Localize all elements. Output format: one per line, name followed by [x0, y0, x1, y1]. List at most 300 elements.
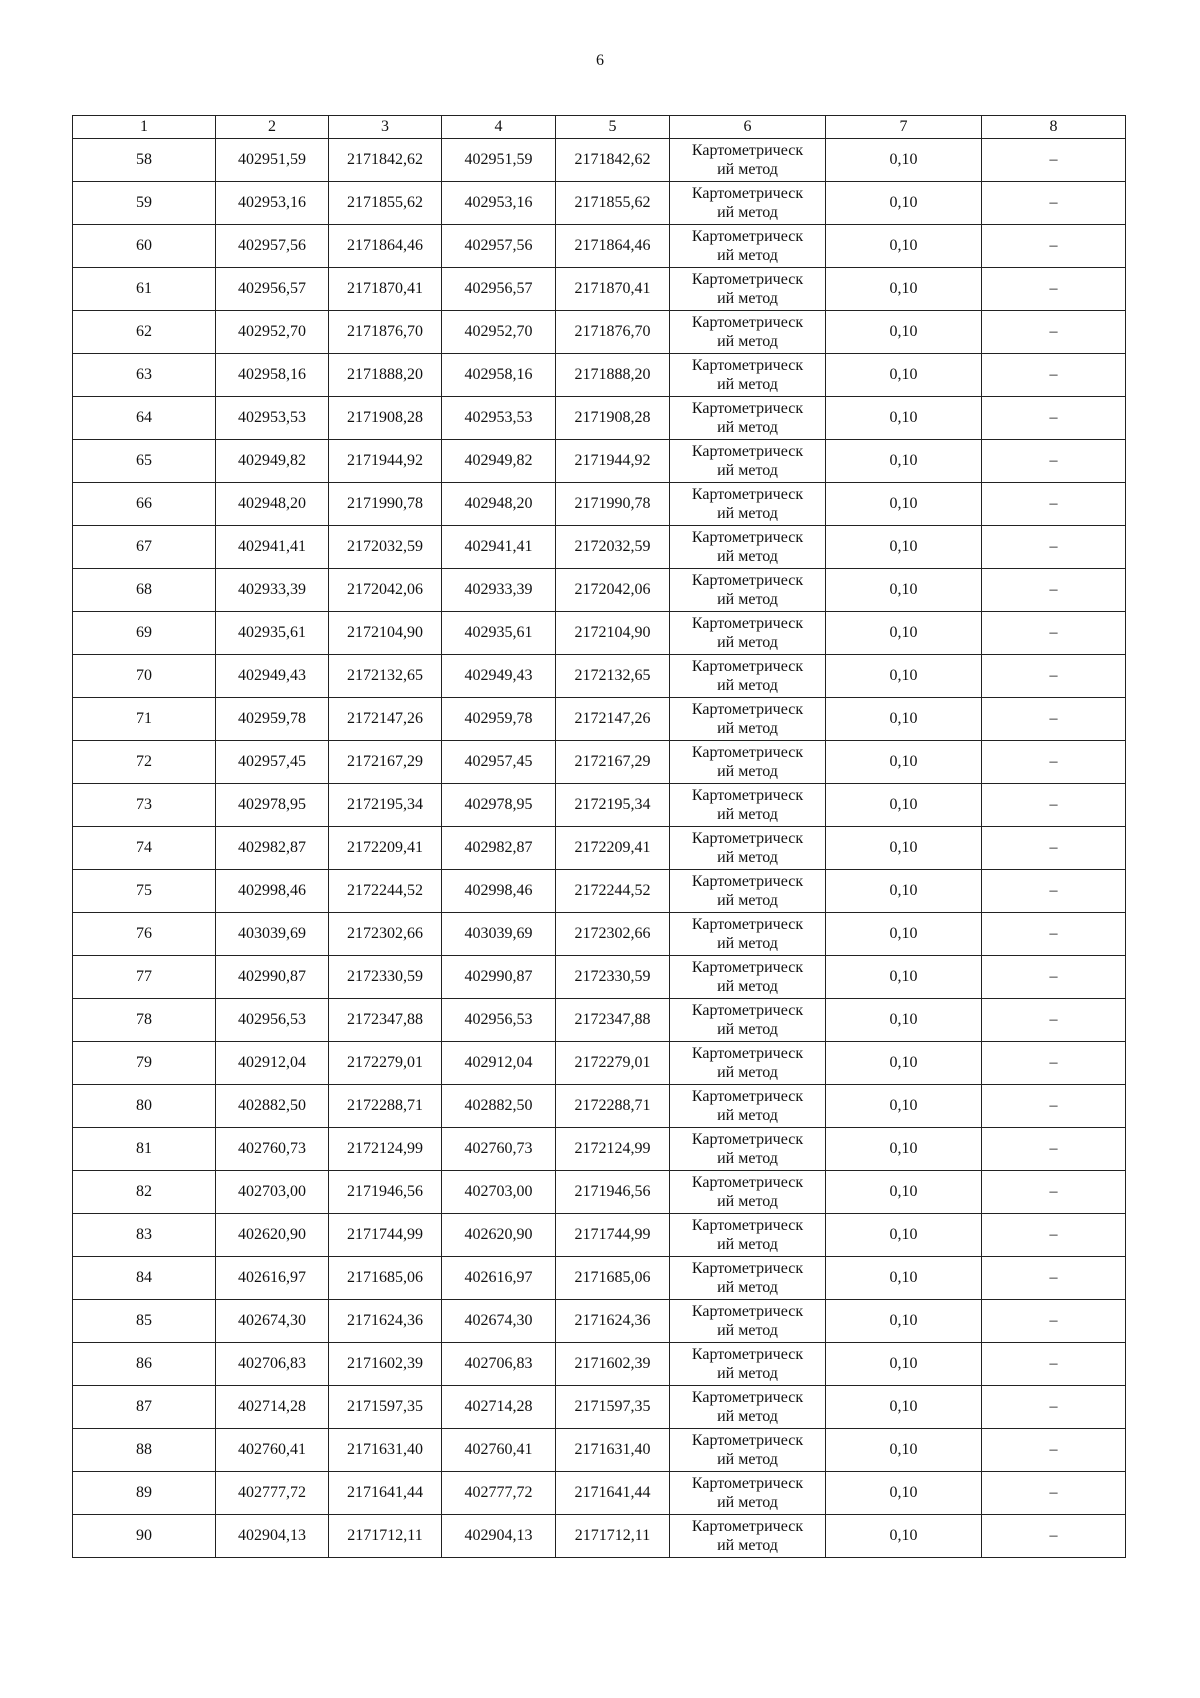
- x-coordinate-cell: 402948,20: [442, 483, 556, 526]
- column-header: 5: [556, 116, 670, 139]
- table-row: [73, 999, 1126, 1042]
- dash-cell: –: [982, 526, 1126, 569]
- y-coordinate-cell: 2171602,39: [556, 1343, 670, 1386]
- point-number-cell: 84: [73, 1257, 216, 1300]
- y-coordinate-cell: 2172244,52: [329, 870, 442, 913]
- table-body: [73, 116, 1126, 1558]
- method-cell: Картометрическ ий метод: [670, 1171, 826, 1214]
- table-row: [73, 827, 1126, 870]
- point-number-cell: 71: [73, 698, 216, 741]
- y-coordinate-cell: 2171908,28: [556, 397, 670, 440]
- x-coordinate-cell: 402953,16: [442, 182, 556, 225]
- y-coordinate-cell: 2171597,35: [556, 1386, 670, 1429]
- y-coordinate-cell: 2172195,34: [329, 784, 442, 827]
- x-coordinate-cell: 402703,00: [442, 1171, 556, 1214]
- dash-cell: –: [982, 827, 1126, 870]
- accuracy-cell: 0,10: [826, 526, 982, 569]
- method-cell: Картометрическ ий метод: [670, 1257, 826, 1300]
- x-coordinate-cell: 403039,69: [442, 913, 556, 956]
- dash-cell: –: [982, 784, 1126, 827]
- point-number-cell: 75: [73, 870, 216, 913]
- y-coordinate-cell: 2172288,71: [329, 1085, 442, 1128]
- method-cell: Картометрическ ий метод: [670, 1472, 826, 1515]
- method-cell: Картометрическ ий метод: [670, 655, 826, 698]
- method-cell: Картометрическ ий метод: [670, 784, 826, 827]
- accuracy-cell: 0,10: [826, 741, 982, 784]
- y-coordinate-cell: 2172209,41: [556, 827, 670, 870]
- dash-cell: –: [982, 1214, 1126, 1257]
- x-coordinate-cell: 402953,53: [216, 397, 329, 440]
- column-header: 3: [329, 116, 442, 139]
- x-coordinate-cell: 402882,50: [216, 1085, 329, 1128]
- method-cell: Картометрическ ий метод: [670, 1214, 826, 1257]
- y-coordinate-cell: 2171602,39: [329, 1343, 442, 1386]
- x-coordinate-cell: 402941,41: [442, 526, 556, 569]
- y-coordinate-cell: 2172167,29: [556, 741, 670, 784]
- table-row: [73, 1472, 1126, 1515]
- table-row: [73, 1171, 1126, 1214]
- y-coordinate-cell: 2171631,40: [556, 1429, 670, 1472]
- y-coordinate-cell: 2171876,70: [556, 311, 670, 354]
- table-row: [73, 913, 1126, 956]
- accuracy-cell: 0,10: [826, 655, 982, 698]
- y-coordinate-cell: 2172279,01: [329, 1042, 442, 1085]
- x-coordinate-cell: 402956,57: [216, 268, 329, 311]
- x-coordinate-cell: 402953,16: [216, 182, 329, 225]
- y-coordinate-cell: 2171990,78: [329, 483, 442, 526]
- x-coordinate-cell: 402990,87: [216, 956, 329, 999]
- x-coordinate-cell: 402956,53: [216, 999, 329, 1042]
- y-coordinate-cell: 2172347,88: [556, 999, 670, 1042]
- point-number-cell: 59: [73, 182, 216, 225]
- method-cell: Картометрическ ий метод: [670, 397, 826, 440]
- y-coordinate-cell: 2172195,34: [556, 784, 670, 827]
- accuracy-cell: 0,10: [826, 870, 982, 913]
- column-header: 6: [670, 116, 826, 139]
- x-coordinate-cell: 402958,16: [442, 354, 556, 397]
- point-number-cell: 82: [73, 1171, 216, 1214]
- table-row: [73, 182, 1126, 225]
- accuracy-cell: 0,10: [826, 225, 982, 268]
- table-row: [73, 268, 1126, 311]
- x-coordinate-cell: 402620,90: [442, 1214, 556, 1257]
- coordinates-table: [72, 115, 1126, 1558]
- accuracy-cell: 0,10: [826, 1128, 982, 1171]
- dash-cell: –: [982, 1171, 1126, 1214]
- accuracy-cell: 0,10: [826, 913, 982, 956]
- x-coordinate-cell: 402959,78: [442, 698, 556, 741]
- dash-cell: –: [982, 612, 1126, 655]
- accuracy-cell: 0,10: [826, 311, 982, 354]
- table-row: [73, 1300, 1126, 1343]
- y-coordinate-cell: 2172330,59: [556, 956, 670, 999]
- table-row: [73, 1343, 1126, 1386]
- accuracy-cell: 0,10: [826, 1472, 982, 1515]
- method-cell: Картометрическ ий метод: [670, 1429, 826, 1472]
- method-cell: Картометрическ ий метод: [670, 999, 826, 1042]
- method-cell: Картометрическ ий метод: [670, 870, 826, 913]
- column-header: 4: [442, 116, 556, 139]
- table-row: [73, 1214, 1126, 1257]
- x-coordinate-cell: 402957,45: [442, 741, 556, 784]
- accuracy-cell: 0,10: [826, 999, 982, 1042]
- column-header: 1: [73, 116, 216, 139]
- method-cell: Картометрическ ий метод: [670, 225, 826, 268]
- y-coordinate-cell: 2171744,99: [556, 1214, 670, 1257]
- table-row: [73, 526, 1126, 569]
- x-coordinate-cell: 402777,72: [442, 1472, 556, 1515]
- method-cell: Картометрическ ий метод: [670, 1128, 826, 1171]
- y-coordinate-cell: 2172147,26: [556, 698, 670, 741]
- x-coordinate-cell: 402760,41: [216, 1429, 329, 1472]
- x-coordinate-cell: 402956,53: [442, 999, 556, 1042]
- dash-cell: –: [982, 870, 1126, 913]
- method-cell: Картометрическ ий метод: [670, 182, 826, 225]
- dash-cell: –: [982, 1085, 1126, 1128]
- y-coordinate-cell: 2171712,11: [329, 1515, 442, 1558]
- x-coordinate-cell: 402882,50: [442, 1085, 556, 1128]
- point-number-cell: 87: [73, 1386, 216, 1429]
- y-coordinate-cell: 2171641,44: [556, 1472, 670, 1515]
- table-row: [73, 354, 1126, 397]
- table-row: [73, 612, 1126, 655]
- point-number-cell: 69: [73, 612, 216, 655]
- y-coordinate-cell: 2171990,78: [556, 483, 670, 526]
- x-coordinate-cell: 402760,41: [442, 1429, 556, 1472]
- table-row: [73, 1085, 1126, 1128]
- table-header-row: [73, 116, 1126, 139]
- y-coordinate-cell: 2171870,41: [556, 268, 670, 311]
- table-row: [73, 1429, 1126, 1472]
- y-coordinate-cell: 2171744,99: [329, 1214, 442, 1257]
- dash-cell: –: [982, 1257, 1126, 1300]
- y-coordinate-cell: 2171908,28: [329, 397, 442, 440]
- accuracy-cell: 0,10: [826, 827, 982, 870]
- y-coordinate-cell: 2171842,62: [329, 139, 442, 182]
- table-row: [73, 655, 1126, 698]
- x-coordinate-cell: 402982,87: [216, 827, 329, 870]
- x-coordinate-cell: 402674,30: [216, 1300, 329, 1343]
- method-cell: Картометрическ ий метод: [670, 956, 826, 999]
- y-coordinate-cell: 2171946,56: [329, 1171, 442, 1214]
- point-number-cell: 72: [73, 741, 216, 784]
- x-coordinate-cell: 402998,46: [216, 870, 329, 913]
- y-coordinate-cell: 2172032,59: [329, 526, 442, 569]
- y-coordinate-cell: 2171888,20: [556, 354, 670, 397]
- x-coordinate-cell: 402957,45: [216, 741, 329, 784]
- method-cell: Картометрическ ий метод: [670, 526, 826, 569]
- y-coordinate-cell: 2172132,65: [556, 655, 670, 698]
- dash-cell: –: [982, 1042, 1126, 1085]
- table-row: [73, 440, 1126, 483]
- y-coordinate-cell: 2171888,20: [329, 354, 442, 397]
- dash-cell: –: [982, 311, 1126, 354]
- point-number-cell: 68: [73, 569, 216, 612]
- dash-cell: –: [982, 397, 1126, 440]
- y-coordinate-cell: 2171864,46: [329, 225, 442, 268]
- y-coordinate-cell: 2171597,35: [329, 1386, 442, 1429]
- method-cell: Картометрическ ий метод: [670, 913, 826, 956]
- y-coordinate-cell: 2172104,90: [329, 612, 442, 655]
- accuracy-cell: 0,10: [826, 569, 982, 612]
- x-coordinate-cell: 402760,73: [216, 1128, 329, 1171]
- point-number-cell: 88: [73, 1429, 216, 1472]
- accuracy-cell: 0,10: [826, 1085, 982, 1128]
- y-coordinate-cell: 2171855,62: [329, 182, 442, 225]
- point-number-cell: 74: [73, 827, 216, 870]
- y-coordinate-cell: 2172302,66: [329, 913, 442, 956]
- y-coordinate-cell: 2172042,06: [556, 569, 670, 612]
- dash-cell: –: [982, 268, 1126, 311]
- y-coordinate-cell: 2171624,36: [556, 1300, 670, 1343]
- dash-cell: –: [982, 956, 1126, 999]
- x-coordinate-cell: 402912,04: [216, 1042, 329, 1085]
- accuracy-cell: 0,10: [826, 1386, 982, 1429]
- y-coordinate-cell: 2171641,44: [329, 1472, 442, 1515]
- accuracy-cell: 0,10: [826, 784, 982, 827]
- table-row: [73, 225, 1126, 268]
- table-row: [73, 1515, 1126, 1558]
- x-coordinate-cell: 402959,78: [216, 698, 329, 741]
- dash-cell: –: [982, 1515, 1126, 1558]
- dash-cell: –: [982, 913, 1126, 956]
- x-coordinate-cell: 402904,13: [216, 1515, 329, 1558]
- point-number-cell: 67: [73, 526, 216, 569]
- accuracy-cell: 0,10: [826, 397, 982, 440]
- point-number-cell: 83: [73, 1214, 216, 1257]
- accuracy-cell: 0,10: [826, 612, 982, 655]
- table-row: [73, 1257, 1126, 1300]
- x-coordinate-cell: 402958,16: [216, 354, 329, 397]
- dash-cell: –: [982, 182, 1126, 225]
- accuracy-cell: 0,10: [826, 268, 982, 311]
- dash-cell: –: [982, 440, 1126, 483]
- x-coordinate-cell: 402952,70: [442, 311, 556, 354]
- y-coordinate-cell: 2171855,62: [556, 182, 670, 225]
- x-coordinate-cell: 402953,53: [442, 397, 556, 440]
- dash-cell: –: [982, 999, 1126, 1042]
- method-cell: Картометрическ ий метод: [670, 483, 826, 526]
- x-coordinate-cell: 402941,41: [216, 526, 329, 569]
- x-coordinate-cell: 402998,46: [442, 870, 556, 913]
- table-row: [73, 569, 1126, 612]
- y-coordinate-cell: 2171946,56: [556, 1171, 670, 1214]
- table-row: [73, 1042, 1126, 1085]
- y-coordinate-cell: 2172147,26: [329, 698, 442, 741]
- x-coordinate-cell: 402904,13: [442, 1515, 556, 1558]
- y-coordinate-cell: 2172124,99: [556, 1128, 670, 1171]
- x-coordinate-cell: 402982,87: [442, 827, 556, 870]
- x-coordinate-cell: 402706,83: [216, 1343, 329, 1386]
- method-cell: Картометрическ ий метод: [670, 1042, 826, 1085]
- y-coordinate-cell: 2171842,62: [556, 139, 670, 182]
- accuracy-cell: 0,10: [826, 1042, 982, 1085]
- x-coordinate-cell: 402933,39: [216, 569, 329, 612]
- x-coordinate-cell: 402706,83: [442, 1343, 556, 1386]
- dash-cell: –: [982, 1128, 1126, 1171]
- x-coordinate-cell: 402952,70: [216, 311, 329, 354]
- accuracy-cell: 0,10: [826, 483, 982, 526]
- point-number-cell: 89: [73, 1472, 216, 1515]
- accuracy-cell: 0,10: [826, 182, 982, 225]
- dash-cell: –: [982, 225, 1126, 268]
- y-coordinate-cell: 2171864,46: [556, 225, 670, 268]
- y-coordinate-cell: 2172330,59: [329, 956, 442, 999]
- point-number-cell: 85: [73, 1300, 216, 1343]
- dash-cell: –: [982, 1300, 1126, 1343]
- y-coordinate-cell: 2172244,52: [556, 870, 670, 913]
- y-coordinate-cell: 2171631,40: [329, 1429, 442, 1472]
- y-coordinate-cell: 2172302,66: [556, 913, 670, 956]
- x-coordinate-cell: 402949,43: [442, 655, 556, 698]
- y-coordinate-cell: 2172288,71: [556, 1085, 670, 1128]
- x-coordinate-cell: 402935,61: [216, 612, 329, 655]
- table-row: [73, 139, 1126, 182]
- x-coordinate-cell: 402978,95: [442, 784, 556, 827]
- column-header: 8: [982, 116, 1126, 139]
- method-cell: Картометрическ ий метод: [670, 1386, 826, 1429]
- point-number-cell: 81: [73, 1128, 216, 1171]
- table-row: [73, 1128, 1126, 1171]
- y-coordinate-cell: 2172347,88: [329, 999, 442, 1042]
- point-number-cell: 78: [73, 999, 216, 1042]
- method-cell: Картометрическ ий метод: [670, 827, 826, 870]
- dash-cell: –: [982, 1386, 1126, 1429]
- method-cell: Картометрическ ий метод: [670, 1300, 826, 1343]
- x-coordinate-cell: 402978,95: [216, 784, 329, 827]
- y-coordinate-cell: 2171944,92: [556, 440, 670, 483]
- x-coordinate-cell: 402777,72: [216, 1472, 329, 1515]
- y-coordinate-cell: 2172042,06: [329, 569, 442, 612]
- accuracy-cell: 0,10: [826, 1515, 982, 1558]
- y-coordinate-cell: 2172167,29: [329, 741, 442, 784]
- x-coordinate-cell: 402935,61: [442, 612, 556, 655]
- point-number-cell: 66: [73, 483, 216, 526]
- x-coordinate-cell: 402674,30: [442, 1300, 556, 1343]
- method-cell: Картометрическ ий метод: [670, 612, 826, 655]
- x-coordinate-cell: 402951,59: [442, 139, 556, 182]
- point-number-cell: 80: [73, 1085, 216, 1128]
- method-cell: Картометрическ ий метод: [670, 1515, 826, 1558]
- table-row: [73, 870, 1126, 913]
- table-row: [73, 784, 1126, 827]
- table-row: [73, 483, 1126, 526]
- dash-cell: –: [982, 698, 1126, 741]
- x-coordinate-cell: 402956,57: [442, 268, 556, 311]
- accuracy-cell: 0,10: [826, 440, 982, 483]
- x-coordinate-cell: 402703,00: [216, 1171, 329, 1214]
- y-coordinate-cell: 2171624,36: [329, 1300, 442, 1343]
- page-number: 6: [596, 52, 604, 69]
- x-coordinate-cell: 402948,20: [216, 483, 329, 526]
- method-cell: Картометрическ ий метод: [670, 698, 826, 741]
- dash-cell: –: [982, 1429, 1126, 1472]
- method-cell: Картометрическ ий метод: [670, 1343, 826, 1386]
- x-coordinate-cell: 402957,56: [216, 225, 329, 268]
- x-coordinate-cell: 402990,87: [442, 956, 556, 999]
- x-coordinate-cell: 402714,28: [216, 1386, 329, 1429]
- accuracy-cell: 0,10: [826, 1214, 982, 1257]
- accuracy-cell: 0,10: [826, 1257, 982, 1300]
- x-coordinate-cell: 402951,59: [216, 139, 329, 182]
- y-coordinate-cell: 2171944,92: [329, 440, 442, 483]
- method-cell: Картометрическ ий метод: [670, 311, 826, 354]
- point-number-cell: 61: [73, 268, 216, 311]
- accuracy-cell: 0,10: [826, 1300, 982, 1343]
- y-coordinate-cell: 2171685,06: [329, 1257, 442, 1300]
- x-coordinate-cell: 402949,43: [216, 655, 329, 698]
- table-row: [73, 397, 1126, 440]
- point-number-cell: 65: [73, 440, 216, 483]
- y-coordinate-cell: 2172124,99: [329, 1128, 442, 1171]
- method-cell: Картометрическ ий метод: [670, 268, 826, 311]
- accuracy-cell: 0,10: [826, 1429, 982, 1472]
- point-number-cell: 62: [73, 311, 216, 354]
- x-coordinate-cell: 402616,97: [442, 1257, 556, 1300]
- y-coordinate-cell: 2172104,90: [556, 612, 670, 655]
- x-coordinate-cell: 403039,69: [216, 913, 329, 956]
- table-row: [73, 698, 1126, 741]
- accuracy-cell: 0,10: [826, 698, 982, 741]
- accuracy-cell: 0,10: [826, 354, 982, 397]
- table-row: [73, 311, 1126, 354]
- dash-cell: –: [982, 569, 1126, 612]
- table-row: [73, 1386, 1126, 1429]
- method-cell: Картометрическ ий метод: [670, 741, 826, 784]
- accuracy-cell: 0,10: [826, 956, 982, 999]
- x-coordinate-cell: 402760,73: [442, 1128, 556, 1171]
- x-coordinate-cell: 402933,39: [442, 569, 556, 612]
- point-number-cell: 63: [73, 354, 216, 397]
- dash-cell: –: [982, 655, 1126, 698]
- method-cell: Картометрическ ий метод: [670, 569, 826, 612]
- accuracy-cell: 0,10: [826, 139, 982, 182]
- x-coordinate-cell: 402957,56: [442, 225, 556, 268]
- y-coordinate-cell: 2171876,70: [329, 311, 442, 354]
- table-row: [73, 741, 1126, 784]
- point-number-cell: 70: [73, 655, 216, 698]
- y-coordinate-cell: 2171870,41: [329, 268, 442, 311]
- method-cell: Картометрическ ий метод: [670, 354, 826, 397]
- dash-cell: –: [982, 741, 1126, 784]
- dash-cell: –: [982, 354, 1126, 397]
- point-number-cell: 73: [73, 784, 216, 827]
- x-coordinate-cell: 402620,90: [216, 1214, 329, 1257]
- point-number-cell: 64: [73, 397, 216, 440]
- y-coordinate-cell: 2172209,41: [329, 827, 442, 870]
- method-cell: Картометрическ ий метод: [670, 1085, 826, 1128]
- x-coordinate-cell: 402912,04: [442, 1042, 556, 1085]
- point-number-cell: 90: [73, 1515, 216, 1558]
- point-number-cell: 76: [73, 913, 216, 956]
- point-number-cell: 60: [73, 225, 216, 268]
- x-coordinate-cell: 402714,28: [442, 1386, 556, 1429]
- y-coordinate-cell: 2171685,06: [556, 1257, 670, 1300]
- y-coordinate-cell: 2172032,59: [556, 526, 670, 569]
- point-number-cell: 58: [73, 139, 216, 182]
- y-coordinate-cell: 2172132,65: [329, 655, 442, 698]
- point-number-cell: 77: [73, 956, 216, 999]
- dash-cell: –: [982, 1472, 1126, 1515]
- dash-cell: –: [982, 139, 1126, 182]
- point-number-cell: 79: [73, 1042, 216, 1085]
- table-row: [73, 956, 1126, 999]
- x-coordinate-cell: 402949,82: [442, 440, 556, 483]
- dash-cell: –: [982, 1343, 1126, 1386]
- accuracy-cell: 0,10: [826, 1171, 982, 1214]
- method-cell: Картометрическ ий метод: [670, 139, 826, 182]
- dash-cell: –: [982, 483, 1126, 526]
